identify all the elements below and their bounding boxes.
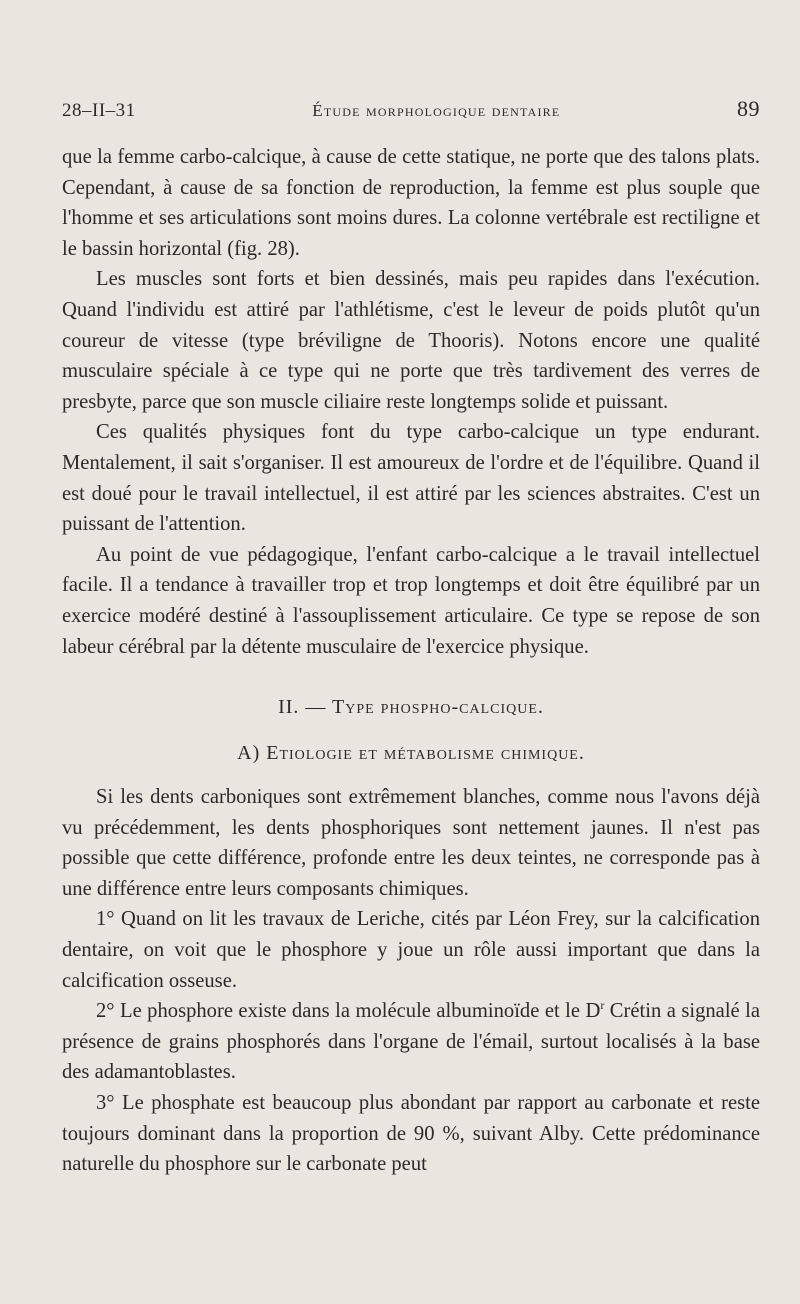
section-heading: II. — Type phospho-calcique. xyxy=(278,696,544,719)
paragraph-text: Crétin a signalé la présence de grains phosphorés dans l'organe de l'émail, surtout localisés à la base des adamantoblastes. xyxy=(62,1000,761,1084)
paragraph: Au point de vue pédagogique, l'enfant carbo-calcique a le travail intellectuel facile. Il a tendance à travailler trop et trop longtemps et doit être équilibré par un exercice modéré destiné à l'assouplissement articulaire. Ce type se repose de son labeur cérébral par la détente musculaire de l'exercice physique. xyxy=(62,543,760,658)
paragraph: 3° Le phosphate est beaucoup plus abondant par rapport au carbonate et reste toujours dominant dans la proportion de 90 %, suivant Alby. Cette prédominance naturelle du phosphore sur le carbonate peut xyxy=(62,1092,760,1176)
header-title: Étude morphologique dentaire xyxy=(312,101,561,120)
paragraph: Les muscles sont forts et bien dessinés, mais peu rapides dans l'exécution. Quand l'individu est attiré par l'athlétisme, c'est le leveur de poids plutôt qu'un coureur de vitesse (type bréviligne de Thooris). Notons encore une qualité musculaire spéciale à ce type qui ne porte que très tardivement des verres de presbyte, parce que son muscle ciliaire reste longtemps solide et puissant. xyxy=(62,268,760,413)
header-date: 28–II–31 xyxy=(62,100,136,121)
superscript: r xyxy=(600,998,605,1013)
paragraph: que la femme carbo-calcique, à cause de cette statique, ne porte que des talons plats. Cependant, à cause de sa fonction de reproduction, la femme est plus souple que l'homme et ses articulations sont moins dures. La colonne vertébrale est rectiligne et le bassin horizontal (fig. 28). xyxy=(62,146,760,260)
paragraph-text: 2° Le phosphore existe dans la molécule albuminoïde et le D xyxy=(96,1000,601,1023)
subsection-heading: A) Etiologie et métabolisme chimique. xyxy=(237,742,585,765)
paragraph: Ces qualités physiques font du type carbo-calcique un type endurant. Mentalement, il sait s'organiser. Il est amoureux de l'ordre et de l'équilibre. Quand il est doué pour le travail intellectuel, il est attiré par les sciences abstraites. C'est un puissant de l'attention. xyxy=(62,421,760,536)
paragraph xyxy=(62,996,760,1088)
page-number: 89 xyxy=(736,96,760,121)
running-header xyxy=(62,96,760,136)
page-body xyxy=(62,142,760,1180)
paragraph: 1° Quand on lit les travaux de Leriche, cités par Léon Frey, sur la calcification dentaire, on voit que le phosphore y joue un rôle aussi important que dans la calcification osseuse. xyxy=(62,908,760,992)
paragraph: Si les dents carboniques sont extrêmement blanches, comme nous l'avons déjà vu précédemment, les dents phosphoriques sont nettement jaunes. Il n'est pas possible que cette différence, profonde entre les deux teintes, ne corresponde pas à une différence entre leurs composants chimiques. xyxy=(62,786,760,900)
